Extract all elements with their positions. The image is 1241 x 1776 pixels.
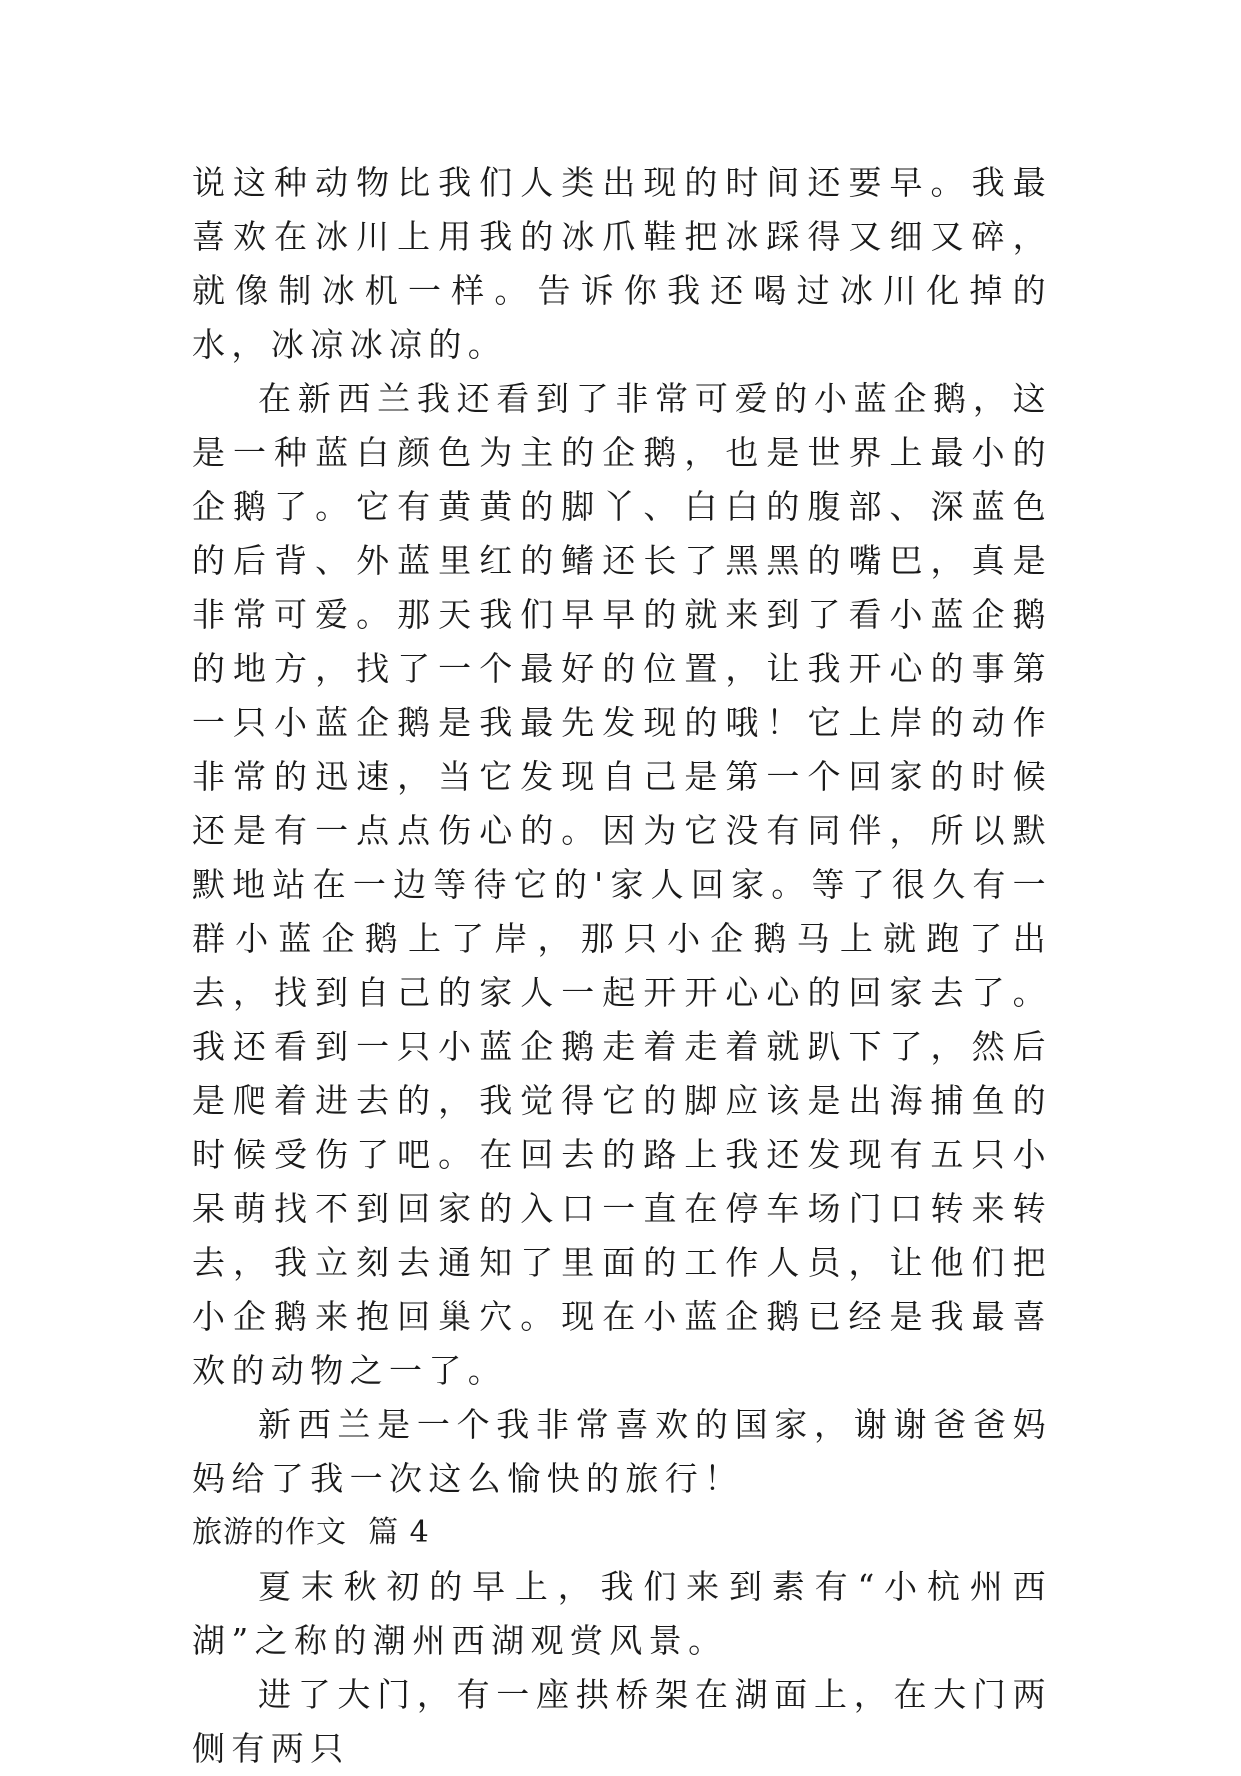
paragraph-chaozhou-west-lake-intro: 夏末秋初的早上，我们来到素有“小杭州西湖”之称的潮州西湖观赏风景。 [192,1567,1052,1660]
document-body [192,156,1052,1776]
paragraph-new-zealand-conclusion: 新西兰是一个我非常喜欢的国家，谢谢爸爸妈妈给了我一次这么愉快的旅行！ [192,1405,1052,1498]
paragraph-little-blue-penguin: 在新西兰我还看到了非常可爱的小蓝企鹅，这是一种蓝白颜色为主的企鹅，也是世界上最小的企鹅了。它有黄黄的脚丫、白白的腹部、深蓝色的后背、外蓝里红的鳍还长了黑黑的嘴巴，真是非常可爱。那天我们早早的就来到了看小蓝企鹅的地方，找了一个最好的位置，让我开心的事第一只小蓝企鹅是我最先发现的哦！它上岸的动作非常的迅速，当它发现自己是第一个回家的时候还是有一点点伤心的。因为它没有同伴，所以默默地站在一边等待它的'家人回家。等了很久有一群小蓝企鹅上了岸，那只小企鹅马上就跑了出去，找到自己的家人一起开开心心的回家去了。我还看到一只小蓝企鹅走着走着就趴下了，然后是爬着进去的，我觉得它的脚应该是出海捕鱼的时候受伤了吧。在回去的路上我还发现有五只小呆萌找不到回家的入口一直在停车场门口转来转去，我立刻去通知了里面的工作人员，让他们把小企鹅来抱回巢穴。现在小蓝企鹅已经是我最喜欢的动物之一了。 [192,379,1052,1390]
paragraph-glacier: 说这种动物比我们人类出现的时间还要早。我最喜欢在冰川上用我的冰爪鞋把冰踩得又细又碎，就像制冰机一样。告诉你我还喝过冰川化掉的水，冰凉冰凉的。 [192,163,1052,364]
section-heading: 旅游的作文 篇 4 [192,1515,430,1550]
paragraph-arch-bridge: 进了大门，有一座拱桥架在湖面上，在大门两侧有两只 [192,1675,1052,1768]
